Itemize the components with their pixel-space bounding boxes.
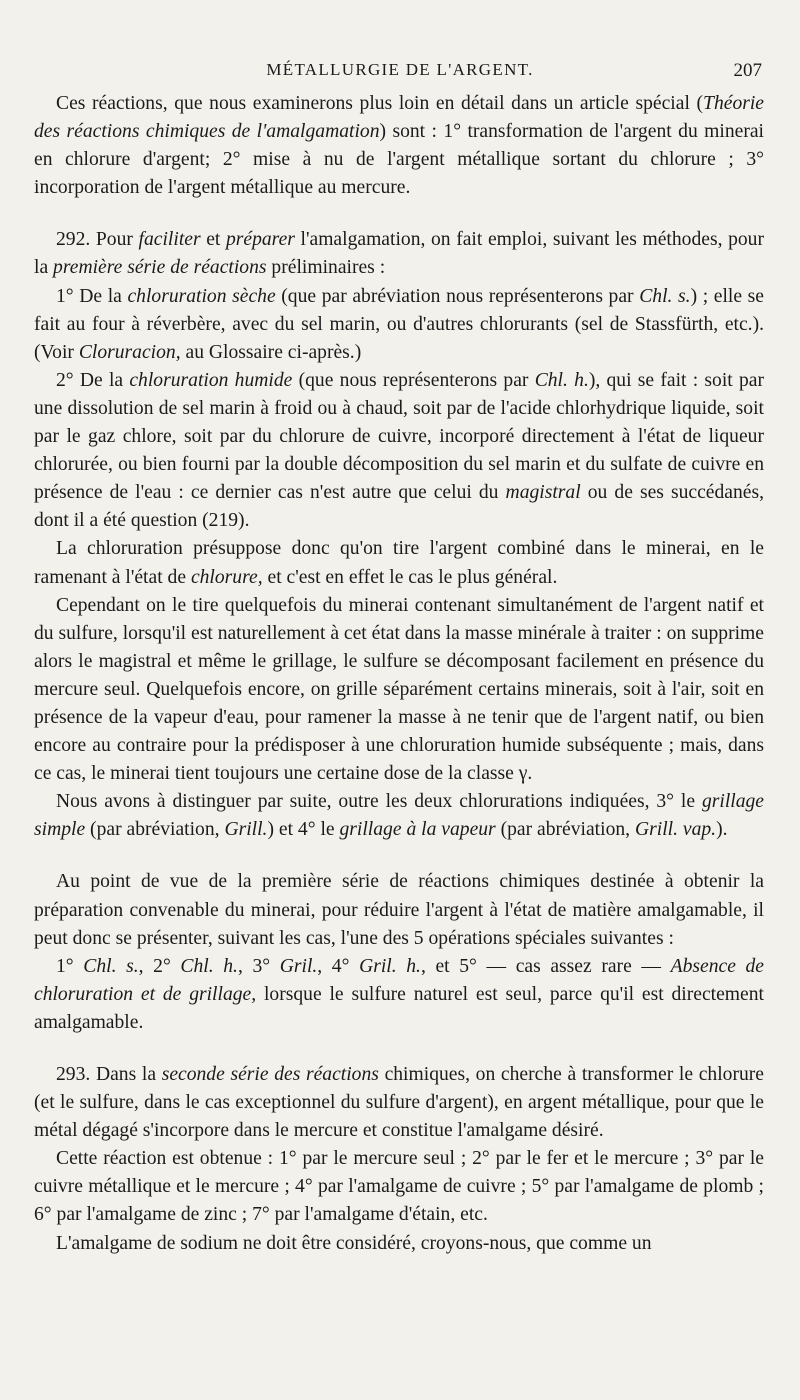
paragraph-reaction-obtained: Cette réaction est obtenue : 1° par le mercure seul ; 2° par le fer et le mercure ; 3° par le cuivre métallique et le mercure ; 4° par l'amalgame de cuivre ; 5° par l'amalgame de plomb ; 6° par l'amalgame de zinc ; 7° par l'amalgame d'étain, etc. xyxy=(34,1148,764,1226)
paragraph-five-operations: 1° Chl. s., 2° Chl. h., 3° Gril., 4° Gril. h., et 5° — cas assez rare — Absence de chloruration et de grillage, lorsque le sulfure naturel est seul, parce qu'il est directement amalgamable. xyxy=(34,955,765,1033)
paragraph-293: 293. Dans la seconde série des réactions chimiques, on cherche à transformer le chlorure (et le sulfure, dans le cas exceptionnel du sulfure d'argent), en argent métallique, pour que le métal dégagé s'incorpore dans le mercure et constitue l'amalgame désiré. xyxy=(34,1064,764,1142)
paragraph-point-de-vue: Au point de vue de la première série de réactions chimiques destinée à obtenir la préparation convenable du minerai, pour réduire l'argent à l'état de matière amalgamable, il peut donc se présenter, suivant les cas, l'une des 5 opérations spéciales suivantes : xyxy=(34,871,764,949)
paragraph-presupposition: La chloruration présuppose donc qu'on tire l'argent combiné dans le minerai, en le ramenant à l'état de chlorure, et c'est en effet le cas le plus général. xyxy=(34,538,764,588)
paragraph-chloruration-humide: 2° De la chloruration humide (que nous représenterons par Chl. h.), qui se fait : soit par une dissolution de sel marin à froid ou à chaud, soit par de l'acide chlorhydrique liquide, soit par le gaz chlore, soit par du chlorure de cuivre, incorporé directement à l'état de liqueur chlorurée, ou bien fourni par la double décomposition du sel marin et du sulfate de cuivre en présence de l'eau : ce dernier cas n'est autre que celui du magistral ou de ses succédanés, dont il a été question (219). xyxy=(34,369,764,532)
paragraph-cependant: Cependant on le tire quelquefois du minerai contenant simultanément de l'argent natif et du sulfure, lorsqu'il est naturellement à cet état dans la masse minérale à traiter : on supprime alors le magistral et même le grillage, le sulfure se décomposant facilement en présence du mercure seul. Quelquefois encore, on grille séparément certains minerais, soit à l'air, soit en présence de la vapeur d'eau, pour ramener la masse à ne tenir que de l'argent natif, ou bien encore au contraire pour la prédisposer à une chloruration humide subséquente ; mais, dans ce cas, le minerai tient toujours une certaine dose de la classe γ. xyxy=(34,594,764,785)
page-body xyxy=(34,90,764,1258)
paragraph-chloruration-seche: 1° De la chloruration sèche (que par abréviation nous représenterons par Chl. s.) ; elle se fait au four à réverbère, avec du sel marin, ou d'autres chlorurants (sel de Stassfürth, etc.). (Voir Cloruracion, au Glossaire ci-après.) xyxy=(34,285,764,363)
page-number: 207 xyxy=(733,60,762,81)
running-title: MÉTALLURGIE DE L'ARGENT. xyxy=(266,60,534,79)
page-header xyxy=(0,58,800,88)
paragraph-grillage: Nous avons à distinguer par suite, outre les deux chlorurations indiquées, 3° le grillage simple (par abréviation, Grill.) et 4° le grillage à la vapeur (par abréviation, Grill. vap.). xyxy=(34,791,764,841)
paragraph-intro: Ces réactions, que nous examinerons plus loin en détail dans un article spécial (Théorie des réactions chimiques de l'amalgamation) sont : 1° transformation de l'argent du minerai en chlorure d'argent; 2° mise à nu de l'argent métallique sortant du chlorure ; 3° incorporation de l'argent métallique au mercure. xyxy=(34,93,765,199)
paragraph-292: 292. Pour faciliter et préparer l'amalgamation, on fait emploi, suivant les méthodes, pour la première série de réactions préliminaires : xyxy=(34,229,764,279)
paragraph-sodium: L'amalgame de sodium ne doit être considéré, croyons-nous, que comme un xyxy=(56,1232,652,1254)
